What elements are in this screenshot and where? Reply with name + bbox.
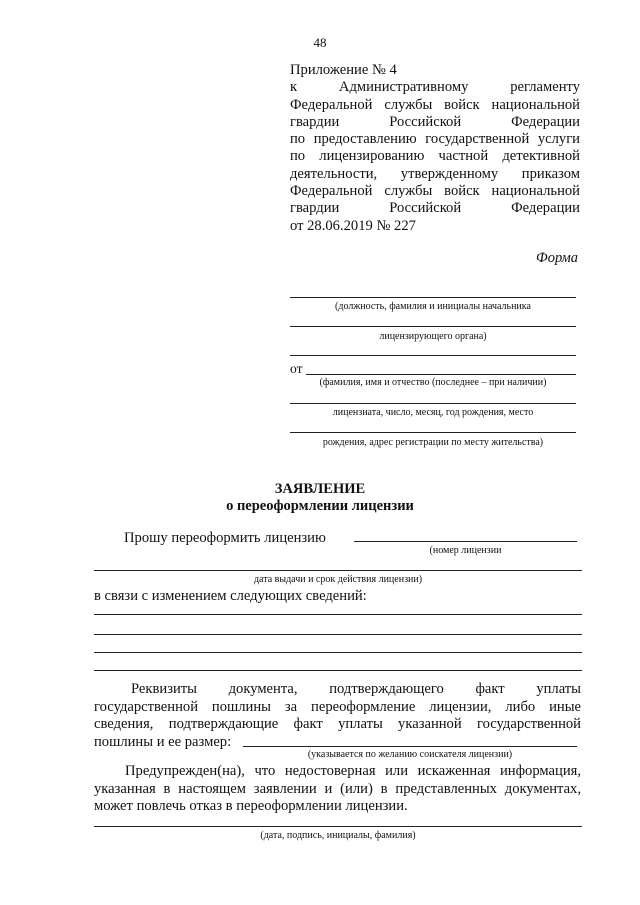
addressee-caption-2: лицензирующего органа) bbox=[379, 331, 487, 342]
appendix-line: Приложение № 4 bbox=[290, 62, 397, 78]
issue-date-line[interactable] bbox=[94, 570, 582, 571]
issue-date-caption: дата выдачи и срок действия лицензии) bbox=[253, 574, 423, 585]
form-label: Форма bbox=[536, 250, 578, 266]
payment-line: государственной пошлины за переоформление лицензии, либо иные bbox=[94, 698, 581, 715]
warning-line: Предупрежден(на), что недостоверная или искаженная информация, bbox=[125, 763, 581, 779]
document-subtitle: о переоформлении лицензии bbox=[226, 498, 414, 514]
payment-line: сведения, подтверждающие факт уплаты указанной государственной bbox=[94, 716, 581, 732]
signature-caption: (дата, подпись, инициалы, фамилия) bbox=[260, 830, 416, 841]
appendix-line: по предоставлению государственной услуги bbox=[290, 131, 580, 148]
changes-line-1[interactable] bbox=[94, 614, 582, 615]
appendix-line: Федеральной службы войск национальной bbox=[290, 96, 580, 113]
appendix-line: гвардии Российской Федерации bbox=[290, 113, 580, 130]
payment-line-field[interactable] bbox=[243, 746, 577, 747]
page-number: 48 bbox=[313, 35, 327, 50]
changes-line-4[interactable] bbox=[94, 670, 582, 671]
appendix-line: Федеральной службы войск национальной bbox=[290, 183, 580, 200]
payment-paragraph bbox=[94, 681, 581, 751]
addressee-line-2 bbox=[290, 326, 576, 327]
signature-line[interactable] bbox=[94, 826, 582, 827]
changes-line-2[interactable] bbox=[94, 634, 582, 635]
license-number-line[interactable] bbox=[354, 541, 577, 542]
applicant-line-3 bbox=[290, 432, 576, 433]
license-number-caption: (номер лицензии bbox=[429, 545, 502, 556]
applicant-caption-1: (фамилия, имя и отчество (последнее – при наличии) bbox=[319, 377, 547, 388]
applicant-line-1 bbox=[306, 374, 576, 375]
applicant-caption-3: рождения, адрес регистрации по месту жительства) bbox=[322, 437, 544, 448]
warning-line: указанная в настоящем заявлении и (или) в представленных документах, bbox=[94, 780, 581, 797]
changes-line-3[interactable] bbox=[94, 652, 582, 653]
applicant-line-0 bbox=[290, 355, 576, 356]
payment-caption: (указывается по желанию соискателя лицензии) bbox=[307, 749, 513, 760]
warning-paragraph bbox=[94, 763, 581, 816]
applicant-line-2 bbox=[290, 403, 576, 404]
appendix-line: по лицензированию частной детективной bbox=[290, 148, 580, 165]
request-text: Прошу переоформить лицензию bbox=[124, 530, 326, 546]
changes-text: в связи с изменением следующих сведений: bbox=[94, 588, 367, 604]
payment-line: Реквизиты документа, подтверждающего факт уплаты bbox=[131, 681, 581, 697]
appendix-line: от 28.06.2019 № 227 bbox=[290, 217, 416, 234]
warning-line: может повлечь отказ в переоформлении лицензии. bbox=[94, 798, 408, 814]
appendix-header bbox=[290, 62, 580, 235]
addressee-line-1 bbox=[290, 297, 576, 298]
from-label: от bbox=[290, 361, 303, 376]
appendix-line: гвардии Российской Федерации bbox=[290, 200, 580, 217]
document-title: ЗАЯВЛЕНИЕ bbox=[274, 481, 366, 497]
addressee-caption-1: (должность, фамилия и инициалы начальника bbox=[335, 301, 531, 312]
appendix-line: к Административному регламенту bbox=[290, 79, 580, 96]
payment-line: пошлины и ее размер: bbox=[94, 733, 232, 750]
applicant-caption-2: лицензиата, число, месяц, год рождения, место bbox=[332, 407, 534, 418]
appendix-line: деятельности, утвержденному приказом bbox=[290, 165, 580, 182]
